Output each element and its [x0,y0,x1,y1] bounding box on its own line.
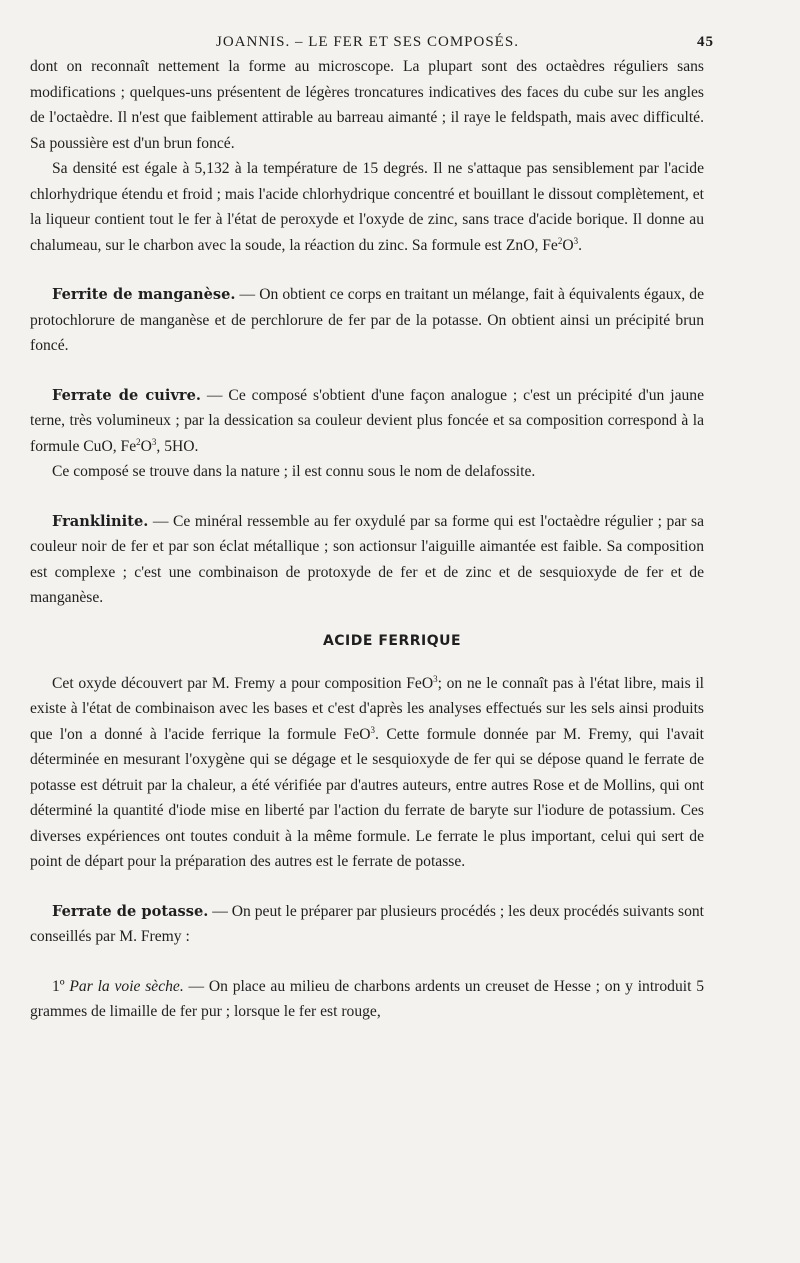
page-number: 45 [697,34,714,50]
ferrate-potasse-text: — On peut le préparer par plusieurs procédés ; les deux procédés suivants sont conseillés par M. Fremy : [30,902,704,945]
paragraph-octaedres: dont on reconnaît nettement la forme au microscope. La plupart sont des octaèdres réguliers sans modifications ; quelques-uns présentent de légères troncatures indicatives des faces du cube sur les angles de l'octaèdre. Il n'est que faiblement attirable au barreau aimanté ; il raye le feldspath, mais avec difficulté. Sa poussière est d'un brun foncé. [30,58,704,152]
running-header [30,28,714,54]
label-voie-seche: Par la voie sèche. [69,977,184,995]
franklinite-text: — Ce minéral ressemble au fer oxydulé par sa forme qui est l'octaèdre régulier ; par sa couleur noir de fer et par son éclat métallique ; son actionsur l'aiguille aimantée est faible. Sa composition est complexe ; c'est une combinaison de protoxyde de fer et de zinc et de sesquioxyde de fer et de manganèse. [30,512,704,606]
formula-zno: ZnO, $Fe^2O^3$. [505,235,583,254]
section-title-acide-ferrique: ACIDE FERRIQUE [322,632,462,649]
paragraph-densite [30,156,704,258]
heading-ferrite-manganese: Ferrite de manganèse. [52,286,236,303]
paragraph-ferrate-potasse [30,899,704,950]
running-title: JOANNIS. – LE FER ET SES COMPOSÉS. [216,34,519,50]
ferrate-cuivre-text: — Ce composé s'obtient d'une façon analogue ; c'est un précipité d'un jaune terne, très volumineux ; par la dessication sa couleur devient plus foncée et sa composition correspond à la formule CuO, Fe [30,386,704,455]
paragraph-voie-seche: 1º Par la voie sèche. — On place au milieu de charbons ardents un creuset de Hesse ; on y introduit 5 grammes de limaille de fer pur ; lorsque le fer est rouge, [30,977,704,1020]
paragraph-ferrite-manganese [30,282,704,359]
paragraph-delafossite: Ce composé se trouve dans la nature ; il est connu sous le nom de delafossite. [52,463,536,480]
paragraph-ferrate-cuivre: Ferrate de cuivre. — Ce composé s'obtient d'une façon analogue ; c'est un précipité d'un jaune terne, très volumineux ; par la dessication sa couleur devient plus foncée et sa composition correspond à la formule CuO, $Fe^2O^3$, 5HO. [30,386,704,455]
paragraph-acide-ferrique: Cet oxyde découvert par M. Fremy a pour composition FeO$^3$; on ne le connaît pas à l'état libre, mais il existe à l'état de combinaison avec les bases et c'est d'après les analyses effectués sur les sels ainsi produits que l'on a donné à l'acide ferrique la formule FeO$^3$. Cette formule donnée par M. Fremy, qui l'avait déterminée en mesurant l'oxygène qui se dégage et le sesquioxyde de fer qui se dépose quand le ferrate de potasse est détruit par la chaleur, a été vérifiée par d'autres auteurs, entre autres Rose et de Mollins, qui ont déterminé la quantité d'iode mise en liberté par l'action du ferrate de baryte sur l'iodure de potassium. Ces diverses expériences ont toutes conduit à la même formule. Le ferrate le plus important, celui qui sert de point de départ pour la préparation des autres est le ferrate de potasse. [30,673,704,870]
voie-seche-text: — On place au milieu de charbons ardents un creuset de Hesse ; on y introduit 5 grammes de limaille de fer pur ; lorsque le fer est rouge, [30,977,704,1020]
heading-ferrate-cuivre: Ferrate de cuivre. [52,386,201,404]
heading-ferrate-potasse: Ferrate de potasse. [52,902,209,920]
paragraph-franklinite [30,509,704,611]
heading-franklinite: Franklinite. [52,512,149,530]
densite-text: Sa densité est égale à 5,132 à la température de 15 degrés. Il ne s'attaque pas sensiblement par l'acide chlorhydrique étendu et froid ; mais l'acide chlorhydrique concentré et bouillant le dissout complètement, et la liqueur contient tout le fer à l'état de peroxyde et l'oxyde de zinc, sans trace d'acide borique. Il donne au chalumeau, sur le charbon avec la soude, la réaction du zinc. Sa formule est [30,160,704,254]
ferrite-text: — On obtient ce corps en traitant un mélange, fait à équivalents égaux, de protochlorure de manganèse et de perchlorure de fer par de la potasse. On obtient ainsi un précipité brun foncé. [30,286,704,354]
